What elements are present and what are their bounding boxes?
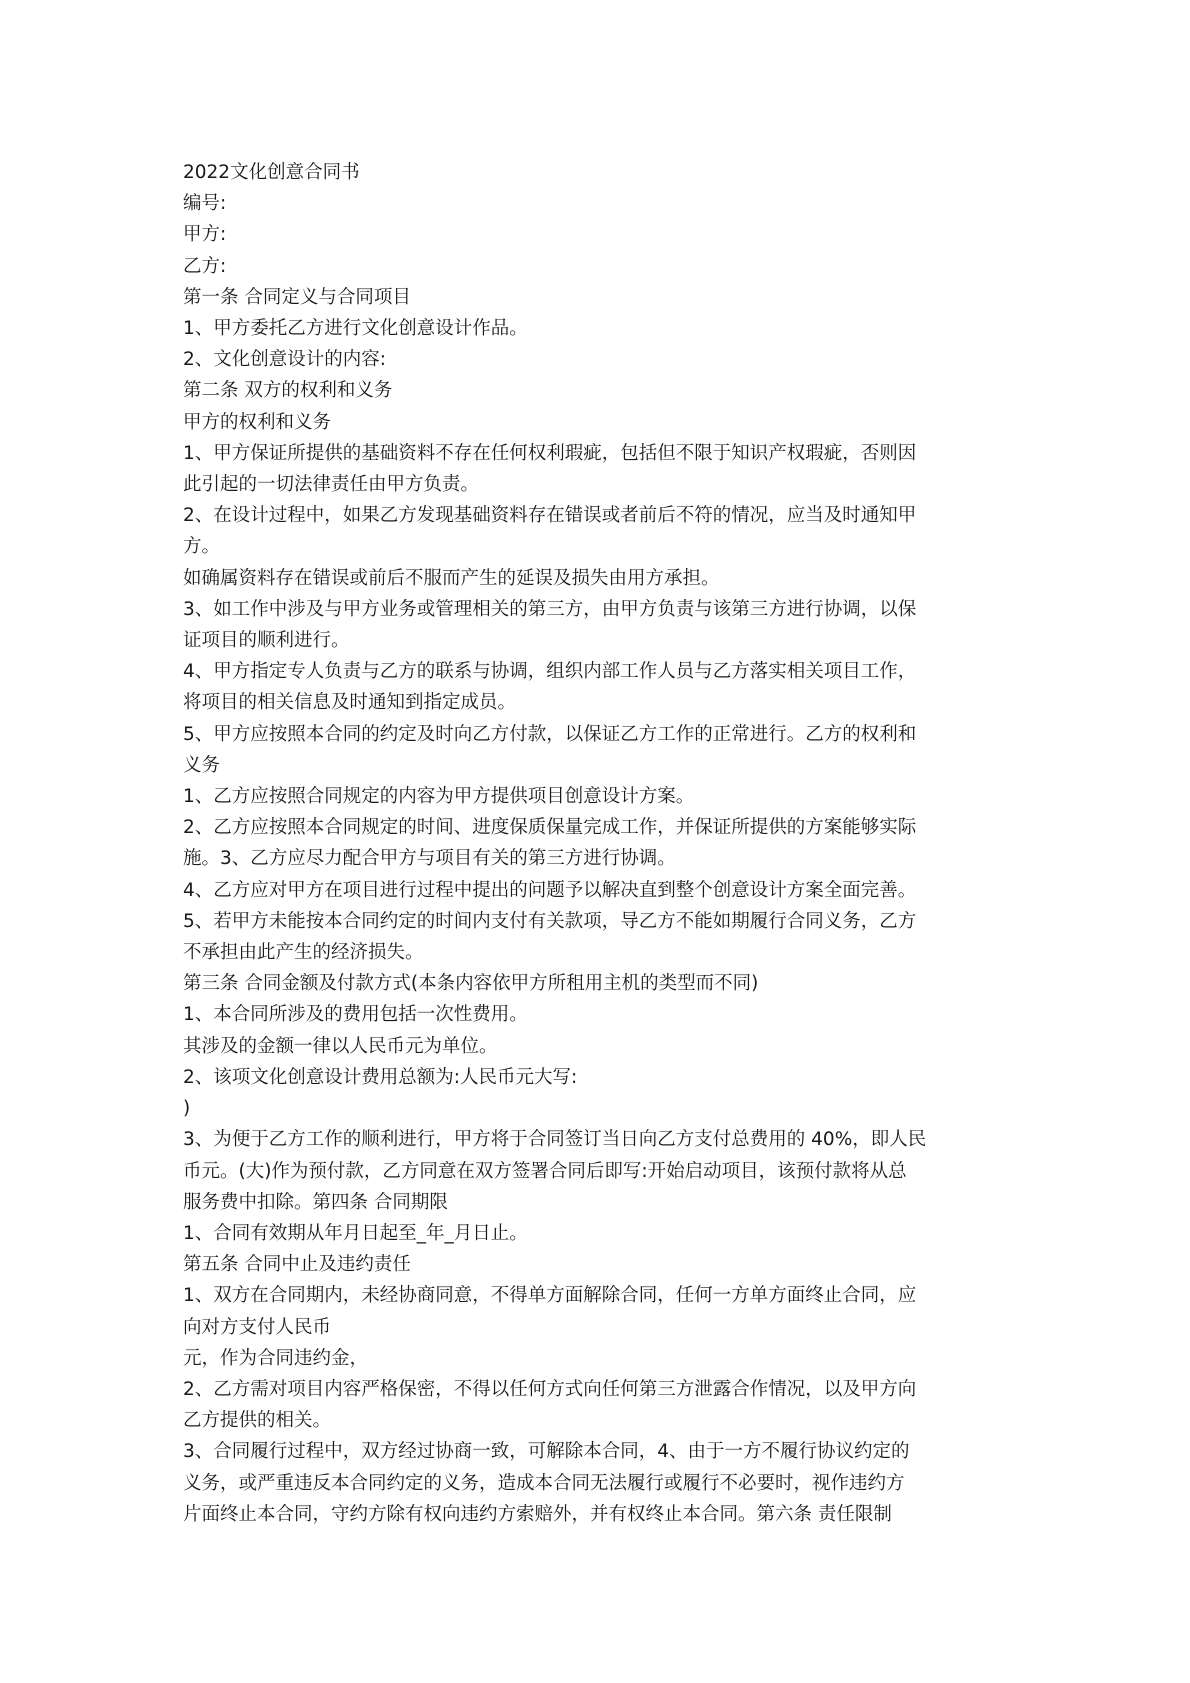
text-line: 1、甲方委托乙方进行文化创意设计作品。 — [183, 318, 528, 340]
text-line: 2、乙方应按照本合同规定的时间、进度保质保量完成工作，并保证所提供的方案能够实际 — [183, 817, 917, 839]
text-line: 将项目的相关信息及时通知到指定成员。 — [183, 692, 517, 714]
document-body — [183, 157, 1023, 1530]
text-line: 4、甲方指定专人负责与乙方的联系与协调，组织内部工作人员与乙方落实相关项目工作， — [183, 661, 917, 683]
text-line: 3、合同履行过程中，双方经过协商一致，可解除本合同，4、由于一方不履行协议约定的 — [183, 1441, 910, 1463]
text-line: 向对方支付人民币 — [183, 1316, 332, 1338]
text-line: 2、该项文化创意设计费用总额为:人民币元大写: — [183, 1066, 578, 1088]
text-line: 5、若甲方未能按本合同约定的时间内支付有关款项，导乙方不能如期履行合同义务，乙方 — [183, 910, 917, 932]
field-party-b: 乙方: — [183, 255, 227, 277]
text-line: 3、如工作中涉及与甲方业务或管理相关的第三方，由甲方负责与该第三方进行协调，以保 — [183, 598, 917, 620]
article-heading: 第三条 合同金额及付款方式(本条内容依甲方所租用主机的类型而不同) — [183, 973, 759, 995]
field-contract-number: 编号: — [183, 193, 227, 215]
article-heading: 第五条 合同中止及违约责任 — [183, 1254, 411, 1276]
text-line: 2、文化创意设计的内容: — [183, 349, 387, 371]
text-line: 1、甲方保证所提供的基础资料不存在任何权利瑕疵，包括但不限于知识产权瑕疵，否则因 — [183, 442, 917, 464]
text-line: 1、合同有效期从年月日起至_年_月日止。 — [183, 1222, 528, 1244]
text-line: 1、乙方应按照合同规定的内容为甲方提供项目创意设计方案。 — [183, 786, 695, 808]
text-line: 不承担由此产生的经济损失。 — [183, 942, 424, 964]
text-line: 施。3、乙方应尽力配合甲方与项目有关的第三方进行协调。 — [183, 848, 676, 870]
text-line: 2、乙方需对项目内容严格保密，不得以任何方式向任何第三方泄露合作情况，以及甲方向 — [183, 1378, 917, 1400]
text-line: 1、本合同所涉及的费用包括一次性费用。 — [183, 1004, 528, 1026]
article-heading: 第二条 双方的权利和义务 — [183, 380, 393, 402]
text-line: 1、双方在合同期内，未经协商同意，不得单方面解除合同，任何一方单方面终止合同，应 — [183, 1285, 917, 1307]
text-line: 证项目的顺利进行。 — [183, 630, 350, 652]
text-line: 义务 — [183, 754, 221, 776]
text-line: 片面终止本合同，守约方除有权向违约方索赔外，并有权终止本合同。第六条 责任限制 — [183, 1503, 892, 1525]
text-line: 3、为便于乙方工作的顺利进行，甲方将于合同签订当日向乙方支付总费用的 40%，即人民 — [183, 1129, 927, 1151]
text-line: 其涉及的金额一律以人民币元为单位。 — [183, 1035, 498, 1057]
article-heading: 第一条 合同定义与合同项目 — [183, 286, 411, 308]
text-line: 元，作为合同违约金， — [183, 1347, 369, 1369]
text-line: 币元。(大)作为预付款，乙方同意在双方签署合同后即写:开始启动项目，该预付款将从总 — [183, 1160, 907, 1182]
text-line: ) — [183, 1098, 191, 1120]
text-line: 此引起的一切法律责任由甲方负责。 — [183, 474, 480, 496]
text-line: 义务，或严重违反本合同约定的义务，造成本合同无法履行或履行不必要时，视作违约方 — [183, 1472, 905, 1494]
text-line: 4、乙方应对甲方在项目进行过程中提出的问题予以解决直到整个创意设计方案全面完善。 — [183, 879, 917, 901]
text-line: 如确属资料存在错误或前后不服而产生的延误及损失由用方承担。 — [183, 567, 720, 589]
document-title: 2022文化创意合同书 — [183, 162, 360, 183]
section-heading: 甲方的权利和义务 — [183, 411, 332, 433]
text-line: 乙方提供的相关。 — [183, 1410, 332, 1432]
text-line: 5、甲方应按照本合同的约定及时向乙方付款，以保证乙方工作的正常进行。乙方的权利和 — [183, 723, 917, 745]
field-party-a: 甲方: — [183, 224, 227, 246]
text-line: 方。 — [183, 536, 221, 558]
text-line: 2、在设计过程中，如果乙方发现基础资料存在错误或者前后不符的情况，应当及时通知甲 — [183, 505, 917, 527]
text-line: 服务费中扣除。第四条 合同期限 — [183, 1191, 448, 1213]
